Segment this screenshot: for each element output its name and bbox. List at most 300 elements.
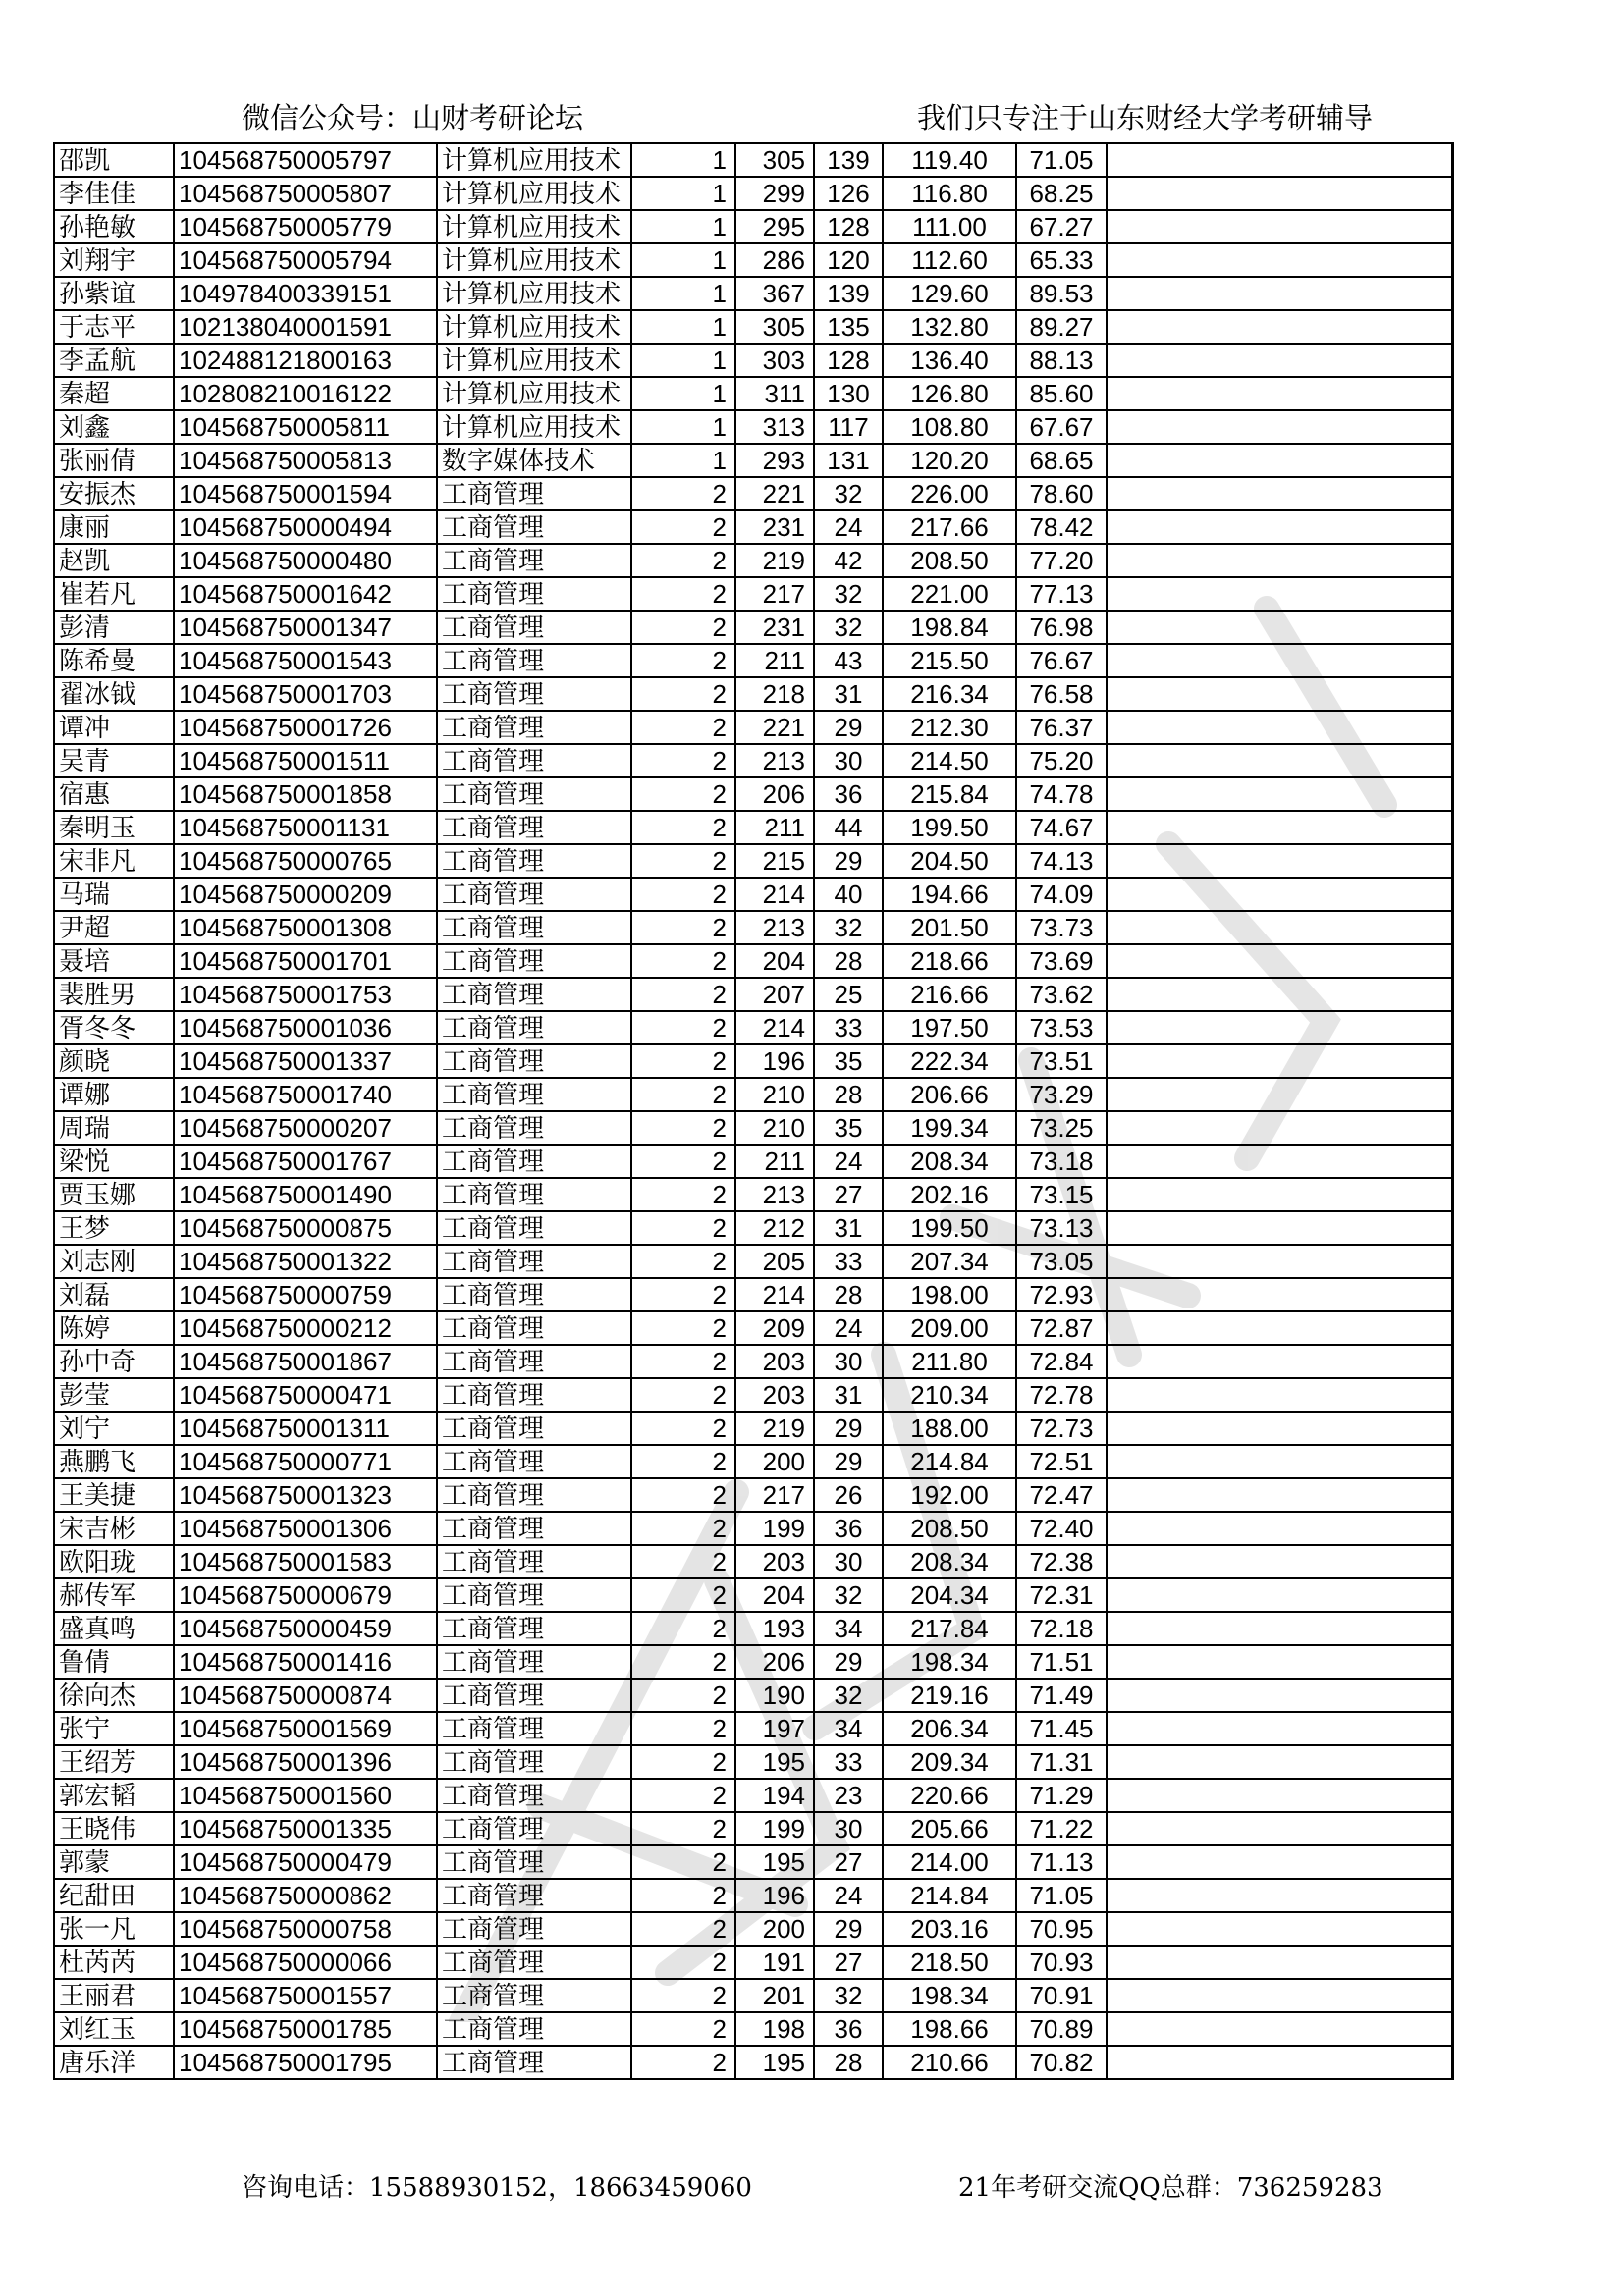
cell-name: 燕鹏飞 bbox=[54, 1445, 174, 1478]
cell-name: 孙中奇 bbox=[54, 1345, 174, 1378]
cell-total-score: 89.27 bbox=[1016, 310, 1107, 344]
cell-initial-score: 303 bbox=[735, 344, 814, 377]
cell-type: 2 bbox=[631, 1111, 735, 1145]
cell-retest-score: 198.84 bbox=[883, 611, 1016, 644]
cell-total-score: 85.60 bbox=[1016, 377, 1107, 410]
footer-phone-text: 咨询电话：15588930152，18663459060 bbox=[242, 2173, 752, 2203]
cell-interview-score: 36 bbox=[814, 1512, 883, 1545]
cell-major: 工商管理 bbox=[437, 1378, 631, 1412]
cell-total-score: 74.09 bbox=[1016, 878, 1107, 911]
cell-name: 马瑞 bbox=[54, 878, 174, 911]
cell-name: 王晓伟 bbox=[54, 1812, 174, 1845]
cell-exam-id: 104568750000471 bbox=[174, 1378, 437, 1412]
cell-total-score: 72.87 bbox=[1016, 1311, 1107, 1345]
cell-remark bbox=[1107, 410, 1452, 444]
cell-remark bbox=[1107, 1445, 1452, 1478]
cell-retest-score: 136.40 bbox=[883, 344, 1016, 377]
cell-exam-id: 104568750000480 bbox=[174, 544, 437, 577]
cell-type: 1 bbox=[631, 344, 735, 377]
cell-total-score: 73.69 bbox=[1016, 944, 1107, 978]
cell-retest-score: 212.30 bbox=[883, 711, 1016, 744]
table-row bbox=[54, 510, 1452, 544]
cell-retest-score: 198.66 bbox=[883, 2012, 1016, 2046]
cell-initial-score: 219 bbox=[735, 544, 814, 577]
cell-name: 周瑞 bbox=[54, 1111, 174, 1145]
cell-name: 徐向杰 bbox=[54, 1679, 174, 1712]
cell-retest-score: 208.34 bbox=[883, 1545, 1016, 1578]
table-row bbox=[54, 1679, 1452, 1712]
cell-major: 工商管理 bbox=[437, 777, 631, 811]
cell-remark bbox=[1107, 143, 1452, 177]
cell-type: 1 bbox=[631, 410, 735, 444]
cell-remark bbox=[1107, 177, 1452, 210]
cell-remark bbox=[1107, 2046, 1452, 2079]
cell-total-score: 72.84 bbox=[1016, 1345, 1107, 1378]
cell-retest-score: 198.00 bbox=[883, 1278, 1016, 1311]
cell-total-score: 71.29 bbox=[1016, 1779, 1107, 1812]
cell-initial-score: 195 bbox=[735, 1845, 814, 1879]
cell-type: 2 bbox=[631, 1378, 735, 1412]
cell-interview-score: 24 bbox=[814, 1145, 883, 1178]
cell-total-score: 74.13 bbox=[1016, 844, 1107, 878]
table-row bbox=[54, 1311, 1452, 1345]
cell-interview-score: 29 bbox=[814, 711, 883, 744]
cell-exam-id: 104568750001726 bbox=[174, 711, 437, 744]
cell-type: 2 bbox=[631, 844, 735, 878]
cell-name: 彭莹 bbox=[54, 1378, 174, 1412]
cell-initial-score: 213 bbox=[735, 911, 814, 944]
cell-type: 1 bbox=[631, 210, 735, 243]
table-row bbox=[54, 1044, 1452, 1078]
cell-initial-score: 204 bbox=[735, 1578, 814, 1612]
table-row bbox=[54, 1612, 1452, 1645]
cell-name: 李佳佳 bbox=[54, 177, 174, 210]
cell-initial-score: 212 bbox=[735, 1211, 814, 1245]
cell-name: 尹超 bbox=[54, 911, 174, 944]
cell-name: 秦明玉 bbox=[54, 811, 174, 844]
cell-remark bbox=[1107, 944, 1452, 978]
table-row bbox=[54, 344, 1452, 377]
cell-interview-score: 34 bbox=[814, 1712, 883, 1745]
cell-major: 工商管理 bbox=[437, 978, 631, 1011]
cell-interview-score: 32 bbox=[814, 477, 883, 510]
cell-total-score: 70.93 bbox=[1016, 1946, 1107, 1979]
cell-retest-score: 216.66 bbox=[883, 978, 1016, 1011]
cell-exam-id: 102138040001591 bbox=[174, 310, 437, 344]
cell-major: 工商管理 bbox=[437, 1178, 631, 1211]
cell-retest-score: 119.40 bbox=[883, 143, 1016, 177]
cell-remark bbox=[1107, 1145, 1452, 1178]
cell-initial-score: 286 bbox=[735, 243, 814, 277]
cell-exam-id: 104568750000066 bbox=[174, 1946, 437, 1979]
table-row bbox=[54, 1512, 1452, 1545]
cell-type: 2 bbox=[631, 1845, 735, 1879]
table-row bbox=[54, 243, 1452, 277]
cell-remark bbox=[1107, 210, 1452, 243]
cell-remark bbox=[1107, 1345, 1452, 1378]
cell-exam-id: 104568750000494 bbox=[174, 510, 437, 544]
cell-retest-score: 218.66 bbox=[883, 944, 1016, 978]
cell-initial-score: 210 bbox=[735, 1078, 814, 1111]
cell-major: 工商管理 bbox=[437, 1044, 631, 1078]
cell-total-score: 73.51 bbox=[1016, 1044, 1107, 1078]
cell-total-score: 73.53 bbox=[1016, 1011, 1107, 1044]
cell-name: 张宁 bbox=[54, 1712, 174, 1745]
cell-major: 工商管理 bbox=[437, 911, 631, 944]
cell-initial-score: 221 bbox=[735, 711, 814, 744]
cell-exam-id: 104568750001569 bbox=[174, 1712, 437, 1745]
cell-type: 2 bbox=[631, 978, 735, 1011]
cell-major: 工商管理 bbox=[437, 744, 631, 777]
cell-name: 郭蒙 bbox=[54, 1845, 174, 1879]
score-table bbox=[53, 142, 1454, 2080]
cell-retest-score: 197.50 bbox=[883, 1011, 1016, 1044]
cell-initial-score: 367 bbox=[735, 277, 814, 310]
cell-interview-score: 35 bbox=[814, 1044, 883, 1078]
cell-retest-score: 210.34 bbox=[883, 1378, 1016, 1412]
cell-exam-id: 104568750000862 bbox=[174, 1879, 437, 1912]
cell-interview-score: 28 bbox=[814, 1278, 883, 1311]
cell-initial-score: 211 bbox=[735, 1145, 814, 1178]
cell-major: 工商管理 bbox=[437, 1412, 631, 1445]
cell-initial-score: 293 bbox=[735, 444, 814, 477]
cell-retest-score: 203.16 bbox=[883, 1912, 1016, 1946]
cell-interview-score: 131 bbox=[814, 444, 883, 477]
cell-major: 工商管理 bbox=[437, 944, 631, 978]
cell-exam-id: 104568750001767 bbox=[174, 1145, 437, 1178]
cell-retest-score: 199.50 bbox=[883, 1211, 1016, 1245]
cell-name: 刘宁 bbox=[54, 1412, 174, 1445]
cell-type: 2 bbox=[631, 1178, 735, 1211]
cell-type: 2 bbox=[631, 2012, 735, 2046]
cell-remark bbox=[1107, 243, 1452, 277]
table-row bbox=[54, 677, 1452, 711]
cell-major: 工商管理 bbox=[437, 1879, 631, 1912]
cell-exam-id: 104568750000679 bbox=[174, 1578, 437, 1612]
table-row bbox=[54, 1278, 1452, 1311]
cell-initial-score: 209 bbox=[735, 1311, 814, 1345]
cell-major: 工商管理 bbox=[437, 1979, 631, 2012]
table-row bbox=[54, 811, 1452, 844]
cell-retest-score: 217.84 bbox=[883, 1612, 1016, 1645]
cell-exam-id: 102808210016122 bbox=[174, 377, 437, 410]
cell-name: 郭宏韬 bbox=[54, 1779, 174, 1812]
cell-interview-score: 130 bbox=[814, 377, 883, 410]
header-left-text: 微信公众号：山财考研论坛 bbox=[242, 101, 584, 134]
table-row bbox=[54, 1078, 1452, 1111]
cell-name: 崔若凡 bbox=[54, 577, 174, 611]
cell-initial-score: 203 bbox=[735, 1345, 814, 1378]
cell-name: 康丽 bbox=[54, 510, 174, 544]
cell-exam-id: 104568750001036 bbox=[174, 1011, 437, 1044]
table-row bbox=[54, 1345, 1452, 1378]
cell-remark bbox=[1107, 1879, 1452, 1912]
cell-remark bbox=[1107, 1545, 1452, 1578]
cell-retest-score: 211.80 bbox=[883, 1345, 1016, 1378]
cell-total-score: 73.18 bbox=[1016, 1145, 1107, 1178]
table-row bbox=[54, 844, 1452, 878]
table-row bbox=[54, 143, 1452, 177]
cell-major: 工商管理 bbox=[437, 1712, 631, 1745]
cell-major: 工商管理 bbox=[437, 677, 631, 711]
cell-retest-score: 214.00 bbox=[883, 1845, 1016, 1879]
table-row bbox=[54, 744, 1452, 777]
cell-exam-id: 104568750001323 bbox=[174, 1478, 437, 1512]
table-row bbox=[54, 1412, 1452, 1445]
cell-type: 2 bbox=[631, 1779, 735, 1812]
cell-major: 数字媒体技术 bbox=[437, 444, 631, 477]
table-row bbox=[54, 1011, 1452, 1044]
cell-total-score: 70.95 bbox=[1016, 1912, 1107, 1946]
header-right-text: 我们只专注于山东财经大学考研辅导 bbox=[917, 101, 1374, 134]
cell-type: 2 bbox=[631, 1979, 735, 2012]
cell-major: 工商管理 bbox=[437, 2046, 631, 2079]
cell-major: 工商管理 bbox=[437, 1612, 631, 1645]
cell-remark bbox=[1107, 1111, 1452, 1145]
cell-name: 谭冲 bbox=[54, 711, 174, 744]
cell-total-score: 68.65 bbox=[1016, 444, 1107, 477]
cell-remark bbox=[1107, 1845, 1452, 1879]
cell-major: 计算机应用技术 bbox=[437, 177, 631, 210]
cell-interview-score: 23 bbox=[814, 1779, 883, 1812]
cell-interview-score: 40 bbox=[814, 878, 883, 911]
cell-major: 计算机应用技术 bbox=[437, 344, 631, 377]
table-row bbox=[54, 1979, 1452, 2012]
cell-retest-score: 129.60 bbox=[883, 277, 1016, 310]
cell-remark bbox=[1107, 1946, 1452, 1979]
cell-name: 纪甜田 bbox=[54, 1879, 174, 1912]
table-row bbox=[54, 1211, 1452, 1245]
cell-retest-score: 215.84 bbox=[883, 777, 1016, 811]
cell-initial-score: 190 bbox=[735, 1679, 814, 1712]
cell-type: 2 bbox=[631, 1879, 735, 1912]
cell-exam-id: 104978400339151 bbox=[174, 277, 437, 310]
table-row bbox=[54, 1545, 1452, 1578]
cell-type: 2 bbox=[631, 1712, 735, 1745]
cell-retest-score: 208.50 bbox=[883, 1512, 1016, 1545]
cell-total-score: 71.22 bbox=[1016, 1812, 1107, 1845]
cell-interview-score: 33 bbox=[814, 1245, 883, 1278]
table-row bbox=[54, 611, 1452, 644]
cell-remark bbox=[1107, 1311, 1452, 1345]
cell-type: 2 bbox=[631, 510, 735, 544]
cell-remark bbox=[1107, 1512, 1452, 1545]
cell-name: 孙紫谊 bbox=[54, 277, 174, 310]
cell-type: 2 bbox=[631, 677, 735, 711]
cell-name: 杜芮芮 bbox=[54, 1946, 174, 1979]
table-row bbox=[54, 410, 1452, 444]
cell-major: 工商管理 bbox=[437, 878, 631, 911]
cell-interview-score: 42 bbox=[814, 544, 883, 577]
cell-total-score: 71.49 bbox=[1016, 1679, 1107, 1712]
table-row bbox=[54, 577, 1452, 611]
cell-initial-score: 210 bbox=[735, 1111, 814, 1145]
cell-exam-id: 104568750001511 bbox=[174, 744, 437, 777]
cell-initial-score: 191 bbox=[735, 1946, 814, 1979]
cell-total-score: 78.42 bbox=[1016, 510, 1107, 544]
cell-initial-score: 311 bbox=[735, 377, 814, 410]
cell-retest-score: 219.16 bbox=[883, 1679, 1016, 1712]
cell-exam-id: 104568750005811 bbox=[174, 410, 437, 444]
cell-initial-score: 231 bbox=[735, 611, 814, 644]
cell-major: 工商管理 bbox=[437, 811, 631, 844]
cell-major: 工商管理 bbox=[437, 544, 631, 577]
cell-type: 1 bbox=[631, 143, 735, 177]
cell-interview-score: 128 bbox=[814, 344, 883, 377]
cell-major: 工商管理 bbox=[437, 1845, 631, 1879]
cell-type: 2 bbox=[631, 1512, 735, 1545]
cell-exam-id: 104568750001335 bbox=[174, 1812, 437, 1845]
cell-name: 张一凡 bbox=[54, 1912, 174, 1946]
cell-exam-id: 104568750001642 bbox=[174, 577, 437, 611]
cell-exam-id: 104568750001308 bbox=[174, 911, 437, 944]
table-row bbox=[54, 1812, 1452, 1845]
cell-type: 1 bbox=[631, 444, 735, 477]
cell-type: 2 bbox=[631, 644, 735, 677]
table-row bbox=[54, 1145, 1452, 1178]
cell-major: 计算机应用技术 bbox=[437, 210, 631, 243]
cell-major: 工商管理 bbox=[437, 611, 631, 644]
cell-interview-score: 29 bbox=[814, 1645, 883, 1679]
cell-name: 李孟航 bbox=[54, 344, 174, 377]
cell-type: 2 bbox=[631, 2046, 735, 2079]
cell-exam-id: 104568750001543 bbox=[174, 644, 437, 677]
cell-type: 2 bbox=[631, 1011, 735, 1044]
cell-interview-score: 120 bbox=[814, 243, 883, 277]
cell-exam-id: 104568750001740 bbox=[174, 1078, 437, 1111]
cell-total-score: 73.62 bbox=[1016, 978, 1107, 1011]
cell-initial-score: 221 bbox=[735, 477, 814, 510]
cell-major: 工商管理 bbox=[437, 1445, 631, 1478]
cell-total-score: 67.67 bbox=[1016, 410, 1107, 444]
cell-remark bbox=[1107, 1612, 1452, 1645]
cell-total-score: 71.05 bbox=[1016, 1879, 1107, 1912]
table-row bbox=[54, 1245, 1452, 1278]
cell-interview-score: 31 bbox=[814, 1378, 883, 1412]
cell-interview-score: 24 bbox=[814, 1311, 883, 1345]
cell-initial-score: 213 bbox=[735, 744, 814, 777]
cell-exam-id: 104568750001396 bbox=[174, 1745, 437, 1779]
cell-interview-score: 24 bbox=[814, 510, 883, 544]
cell-remark bbox=[1107, 1211, 1452, 1245]
cell-name: 谭娜 bbox=[54, 1078, 174, 1111]
cell-remark bbox=[1107, 1679, 1452, 1712]
cell-type: 1 bbox=[631, 243, 735, 277]
cell-major: 工商管理 bbox=[437, 1011, 631, 1044]
cell-name: 刘翔宇 bbox=[54, 243, 174, 277]
cell-interview-score: 27 bbox=[814, 1946, 883, 1979]
cell-remark bbox=[1107, 1645, 1452, 1679]
cell-initial-score: 217 bbox=[735, 1478, 814, 1512]
cell-exam-id: 104568750000459 bbox=[174, 1612, 437, 1645]
table-row bbox=[54, 1478, 1452, 1512]
cell-remark bbox=[1107, 1278, 1452, 1311]
cell-remark bbox=[1107, 1044, 1452, 1078]
cell-interview-score: 36 bbox=[814, 2012, 883, 2046]
cell-total-score: 89.53 bbox=[1016, 277, 1107, 310]
cell-total-score: 77.13 bbox=[1016, 577, 1107, 611]
cell-total-score: 73.25 bbox=[1016, 1111, 1107, 1145]
cell-initial-score: 195 bbox=[735, 2046, 814, 2079]
table-row bbox=[54, 310, 1452, 344]
cell-major: 工商管理 bbox=[437, 1912, 631, 1946]
cell-major: 工商管理 bbox=[437, 577, 631, 611]
cell-exam-id: 104568750001753 bbox=[174, 978, 437, 1011]
cell-major: 工商管理 bbox=[437, 1111, 631, 1145]
cell-interview-score: 29 bbox=[814, 1412, 883, 1445]
cell-retest-score: 112.60 bbox=[883, 243, 1016, 277]
cell-interview-score: 33 bbox=[814, 1011, 883, 1044]
cell-type: 2 bbox=[631, 1912, 735, 1946]
cell-remark bbox=[1107, 310, 1452, 344]
cell-major: 工商管理 bbox=[437, 1645, 631, 1679]
cell-type: 2 bbox=[631, 911, 735, 944]
cell-major: 工商管理 bbox=[437, 1578, 631, 1612]
cell-retest-score: 132.80 bbox=[883, 310, 1016, 344]
table-row bbox=[54, 711, 1452, 744]
cell-name: 王美捷 bbox=[54, 1478, 174, 1512]
cell-major: 工商管理 bbox=[437, 1078, 631, 1111]
cell-initial-score: 200 bbox=[735, 1912, 814, 1946]
cell-exam-id: 104568750000875 bbox=[174, 1211, 437, 1245]
cell-total-score: 73.05 bbox=[1016, 1245, 1107, 1278]
table-row bbox=[54, 1912, 1452, 1946]
cell-total-score: 73.13 bbox=[1016, 1211, 1107, 1245]
cell-retest-score: 111.00 bbox=[883, 210, 1016, 243]
cell-retest-score: 218.50 bbox=[883, 1946, 1016, 1979]
cell-total-score: 70.89 bbox=[1016, 2012, 1107, 2046]
cell-major: 计算机应用技术 bbox=[437, 310, 631, 344]
cell-exam-id: 102488121800163 bbox=[174, 344, 437, 377]
cell-remark bbox=[1107, 1245, 1452, 1278]
cell-initial-score: 193 bbox=[735, 1612, 814, 1645]
table-row bbox=[54, 544, 1452, 577]
table-row bbox=[54, 1779, 1452, 1812]
table-row bbox=[54, 878, 1452, 911]
cell-retest-score: 210.66 bbox=[883, 2046, 1016, 2079]
cell-major: 工商管理 bbox=[437, 510, 631, 544]
cell-total-score: 88.13 bbox=[1016, 344, 1107, 377]
cell-remark bbox=[1107, 344, 1452, 377]
cell-name: 赵凯 bbox=[54, 544, 174, 577]
cell-initial-score: 313 bbox=[735, 410, 814, 444]
cell-interview-score: 26 bbox=[814, 1478, 883, 1512]
cell-interview-score: 32 bbox=[814, 577, 883, 611]
cell-initial-score: 196 bbox=[735, 1879, 814, 1912]
cell-major: 工商管理 bbox=[437, 844, 631, 878]
cell-exam-id: 104568750001560 bbox=[174, 1779, 437, 1812]
table-row bbox=[54, 777, 1452, 811]
cell-major: 工商管理 bbox=[437, 644, 631, 677]
cell-name: 王丽君 bbox=[54, 1979, 174, 2012]
cell-remark bbox=[1107, 2012, 1452, 2046]
cell-total-score: 77.20 bbox=[1016, 544, 1107, 577]
cell-total-score: 72.18 bbox=[1016, 1612, 1107, 1645]
cell-retest-score: 217.66 bbox=[883, 510, 1016, 544]
cell-initial-score: 194 bbox=[735, 1779, 814, 1812]
cell-total-score: 72.78 bbox=[1016, 1378, 1107, 1412]
table-row bbox=[54, 644, 1452, 677]
cell-exam-id: 104568750005779 bbox=[174, 210, 437, 243]
cell-name: 邵凯 bbox=[54, 143, 174, 177]
cell-remark bbox=[1107, 577, 1452, 611]
cell-major: 工商管理 bbox=[437, 1478, 631, 1512]
cell-major: 计算机应用技术 bbox=[437, 143, 631, 177]
cell-interview-score: 27 bbox=[814, 1845, 883, 1879]
cell-interview-score: 139 bbox=[814, 277, 883, 310]
cell-remark bbox=[1107, 1078, 1452, 1111]
cell-name: 陈希曼 bbox=[54, 644, 174, 677]
